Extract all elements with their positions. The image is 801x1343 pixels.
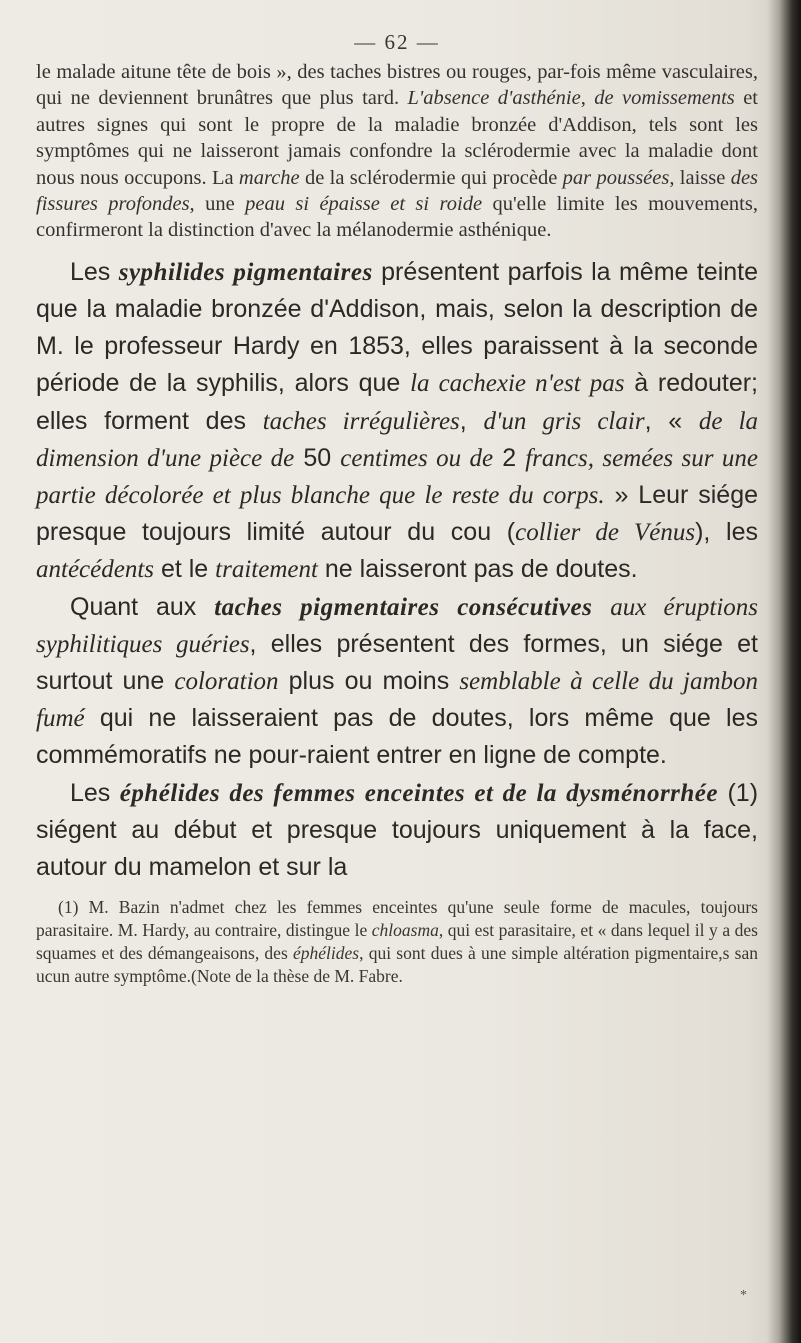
footnote: (1) M. Bazin n'admet chez les femmes enceintes qu'une seule forme de macules, toujours parasitaire. M. Hardy, au contraire, distingue le chloasma, qui est parasitaire, et « dans lequel il y a des squames et des démangeaisons, des éphélides, qui sont dues à une simple altération pigmentaire,s san ucun autre symptôme.(Note de la thèse de M. Fabre. <box>36 897 759 987</box>
paragraph-syphilides: Les syphilides pigmentaires présentent parfois la même teinte que la maladie bronzée d'Addison, mais, selon la description de M. le professeur Hardy en 1853, elles paraissent à la seconde période de la syphilis, alors que la cachexie n'est pas à redouter; elles forment des taches irrégulières, d'un gris clair, « de la dimension d'une pièce de 50 centimes ou de 2 francs, semées sur une partie décolorée et plus blanche que le reste du corps. » Leur siége presque toujours limité autour du cou (collier de Vénus), les antécédents et le traitement ne laisseront pas de doutes. <box>36 257 759 584</box>
paragraph-ephelides: Les éphélides des femmes enceintes et de la dysménorrhée (1) siégent au début et presque toujours uniquement à la face, autour du mamelon et sur la <box>36 778 759 882</box>
page-number: — 62 — <box>354 30 440 54</box>
paragraph-taches-pigmentaires: Quant aux taches pigmentaires consécutives aux éruptions syphilitiques guéries, elles présentent des formes, un siége et surtout une coloration plus ou moins semblable à celle du jambon fumé qui ne laisseraient pas de doutes, lors même que les commémoratifs ne pour-raient entrer en ligne de compte. <box>36 592 759 770</box>
paragraph-sclerodermie: le malade aitune tête de bois », des taches bistres ou rouges, par-fois même vasculaires, qui ne deviennent brunâtres que plus tard. L'absence d'asthénie, de vomissements et autres signes qui sont le propre de la maladie bronzée d'Addison, tels sont les symptômes qui ne laisseront jamais confondre la sclérodermie avec la maladie dont nous nous occupons. La marche de la sclérodermie qui procède par poussées, laisse des fissures profondes, une peau si épaisse et si roide qu'elle limite les mouvements, confirmeront la distinction d'avec la mélanodermie asthénique. <box>36 61 759 242</box>
paragraph-gap <box>36 244 758 254</box>
page-content <box>36 30 758 988</box>
book-spine-shadow <box>767 0 801 1343</box>
printer-mark: * <box>740 1288 747 1303</box>
